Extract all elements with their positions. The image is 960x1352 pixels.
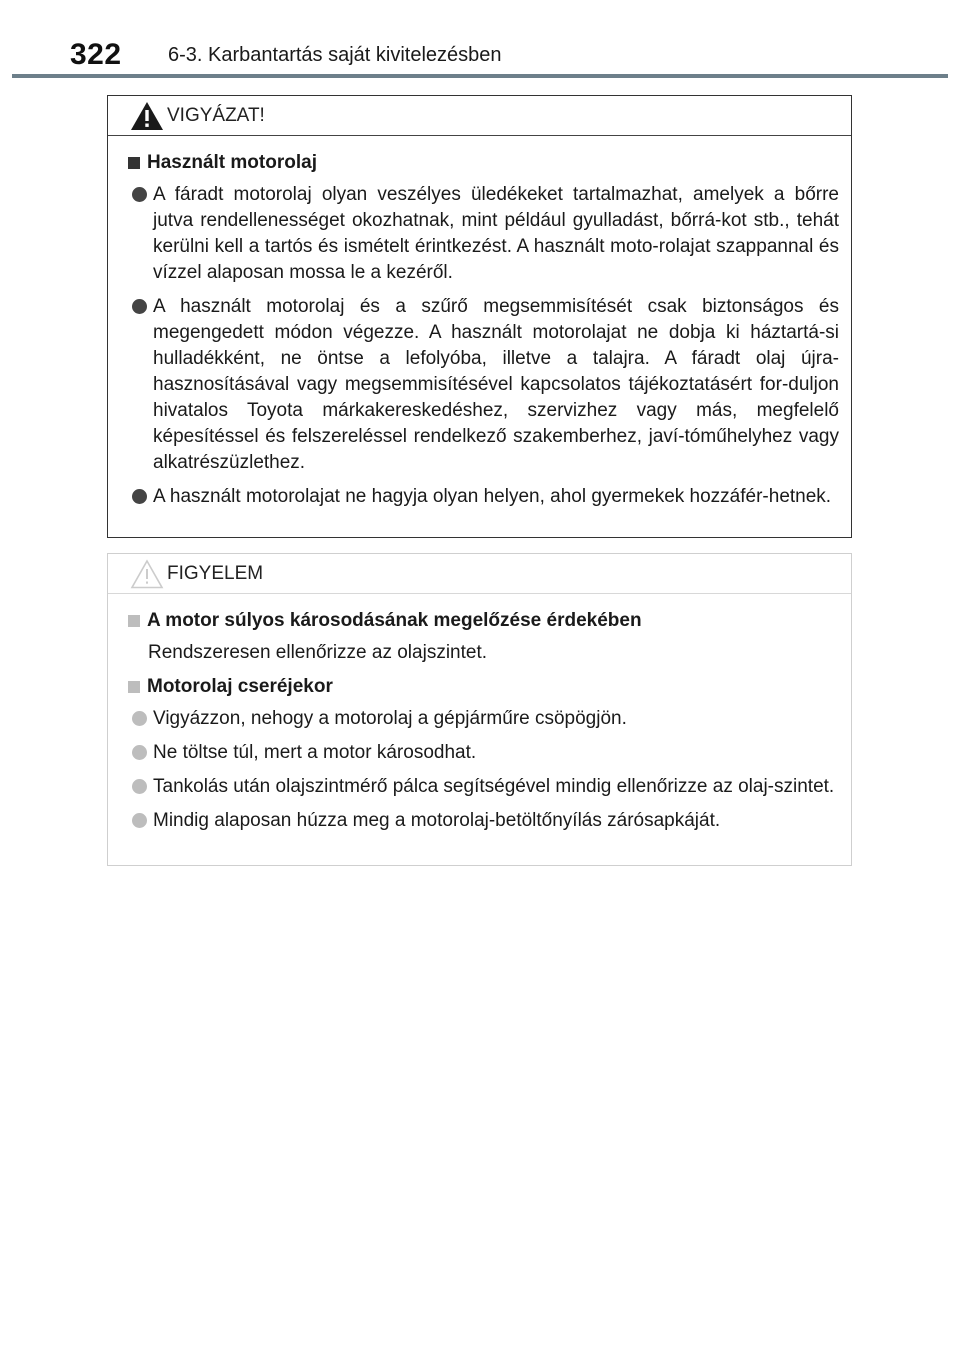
list-item-text: Vigyázzon, nehogy a motorolaj a gépjárműre csöpögjön.	[153, 708, 627, 729]
page-header	[0, 0, 960, 80]
list-item-text: Ne töltse túl, mert a motor károsodhat.	[153, 742, 477, 763]
caution-label: FIGYELEM	[167, 563, 264, 584]
list-item	[128, 294, 839, 476]
header-rule	[12, 74, 948, 78]
caution-section-title-text: A motor súlyos károsodásának megelőzése érdekében	[147, 610, 642, 631]
bullet-icon	[132, 779, 147, 794]
list-item-text: A használt motorolaj és a szűrő megsemmisítését csak biztonságos és megengedett módon végezze. A használt motorolajat ne dobja ki háztartá-si hulladékként, ne öntse a lefolyóba, illetve a talajra. A fáradt olaj újra-hasznosításával vagy megsemmisítésével kapcsolatos tájékoztatásért for-duljon hivatalos Toyota márkakereskedéshez, szervizhez vagy más, megfelelő képesítéssel és felszereléssel rendelkező szakemberhez, javí-tóműhelyhez vagy alkatrészüzlethez.	[153, 296, 839, 473]
square-bullet-icon	[128, 681, 140, 693]
warning-header	[108, 96, 851, 136]
warning-section-title-text: Használt motorolaj	[147, 152, 317, 173]
list-item	[128, 740, 839, 766]
caution-triangle-icon	[130, 559, 164, 589]
caution-section-title-text: Motorolaj cseréjekor	[147, 676, 333, 697]
caution-section-title	[128, 608, 839, 634]
warning-box	[107, 95, 852, 538]
caution-section-title	[128, 674, 839, 700]
list-item-text: Tankolás után olajszintmérő pálca segítségével mindig ellenőrizze az olaj-szintet.	[153, 776, 835, 797]
bullet-icon	[132, 187, 147, 202]
square-bullet-icon	[128, 615, 140, 627]
list-item	[128, 484, 839, 510]
caution-section-text: Rendszeresen ellenőrizze az olajszintet.	[148, 642, 488, 663]
caution-header	[108, 554, 851, 594]
warning-label: VIGYÁZAT!	[167, 105, 265, 126]
bullet-icon	[132, 489, 147, 504]
list-item-text: A használt motorolajat ne hagyja olyan helyen, ahol gyermekek hozzáfér-hetnek.	[153, 486, 832, 507]
square-bullet-icon	[128, 157, 140, 169]
bullet-icon	[132, 745, 147, 760]
caution-box	[107, 553, 852, 866]
list-item-text: Mindig alaposan húzza meg a motorolaj-betöltőnyílás zárósapkáját.	[153, 810, 721, 831]
list-item	[128, 706, 839, 732]
page-number: 322	[70, 38, 122, 71]
warning-triangle-icon	[130, 101, 164, 131]
bullet-icon	[132, 711, 147, 726]
caution-content	[108, 594, 851, 834]
warning-content	[108, 136, 851, 510]
bullet-icon	[132, 813, 147, 828]
list-item-text: A fáradt motorolaj olyan veszélyes üledékeket tartalmazhat, amelyek a bőrre jutva rendellenességet okozhatnak, mint például gyulladást, bőrrá-kot stb., tehát kerülni kell a tartós és ismételt érintkezést. A használt moto-rolajat szappannal és vízzel alaposan mossa le a kezéről.	[153, 184, 839, 283]
list-item	[128, 774, 839, 800]
section-title: 6-3. Karbantartás saját kivitelezésben	[168, 44, 502, 66]
bullet-icon	[132, 299, 147, 314]
warning-section-title	[128, 150, 839, 176]
list-item	[128, 182, 839, 286]
list-item	[128, 808, 839, 834]
